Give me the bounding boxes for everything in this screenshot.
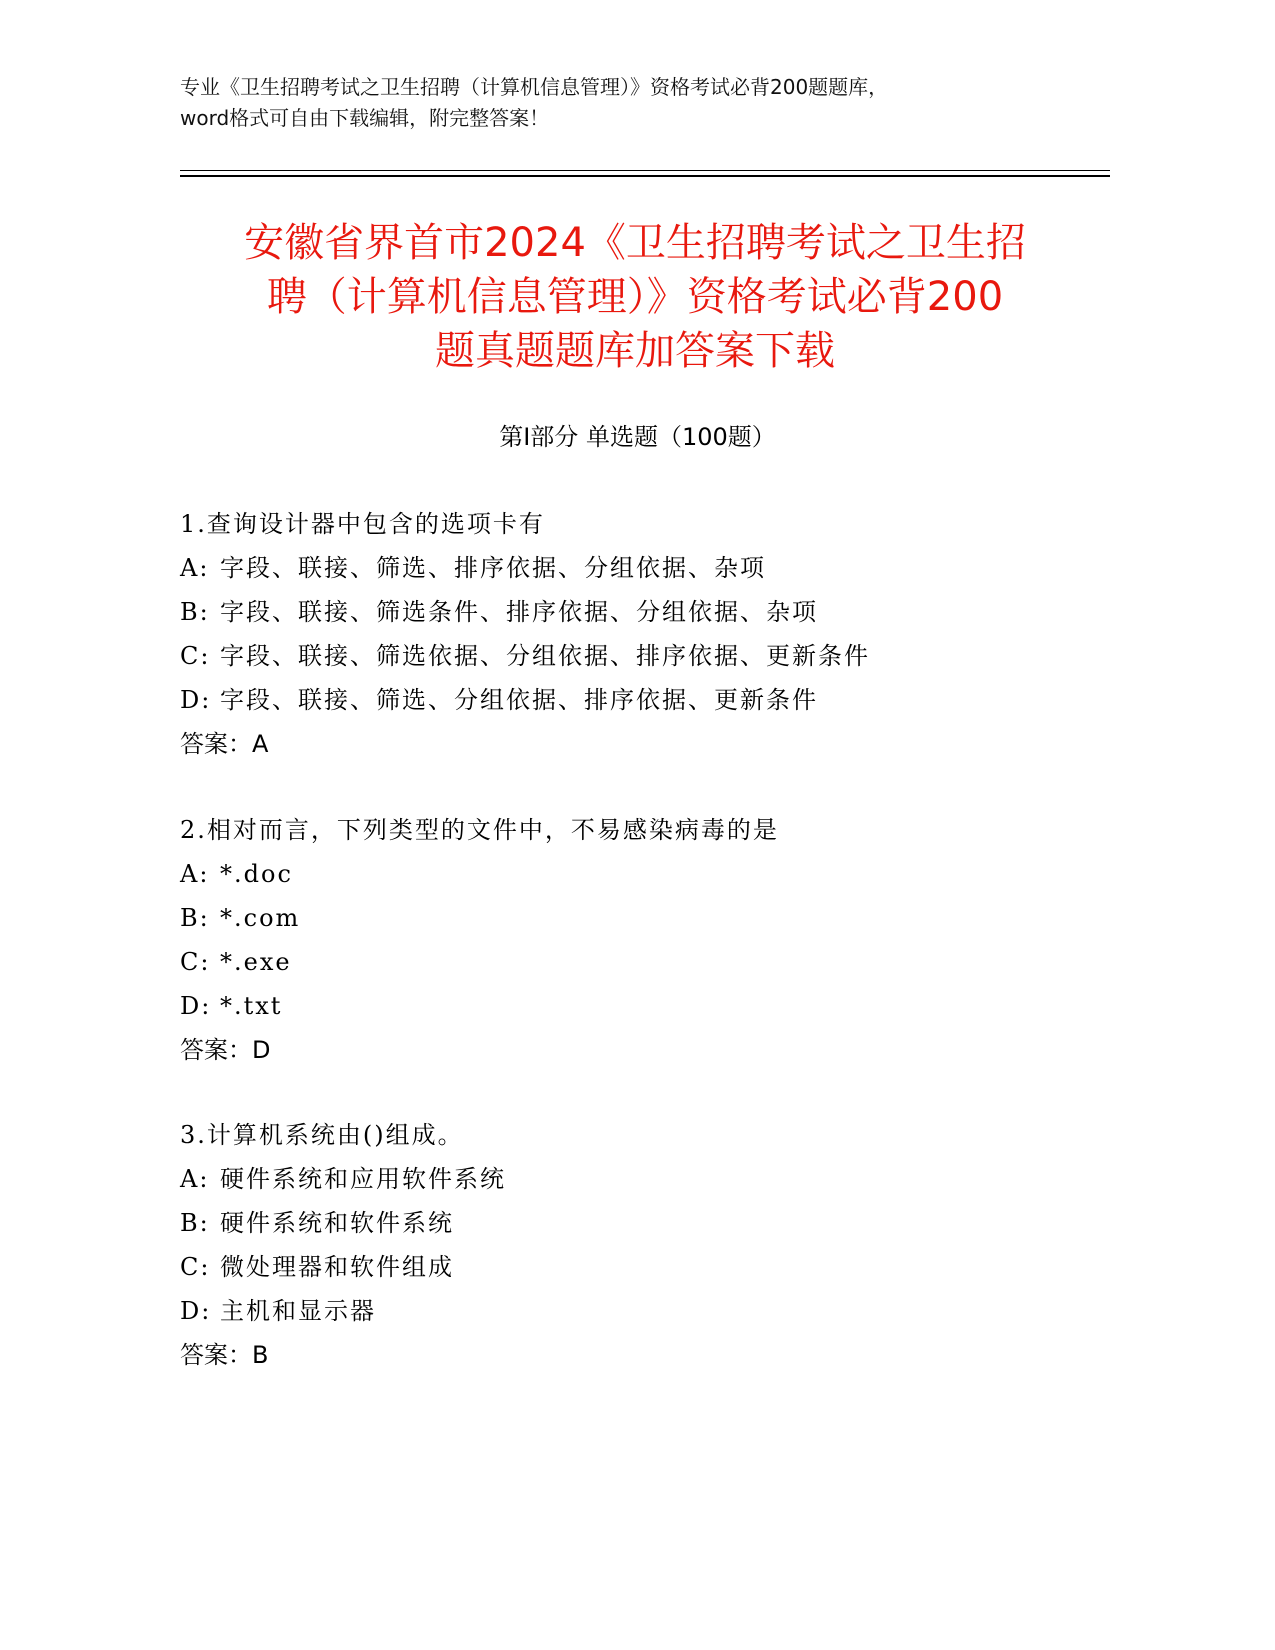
option-key: C: — [180, 1253, 211, 1281]
option-text: 字段、联接、筛选、分组依据、排序依据、更新条件 — [220, 686, 818, 714]
option-a — [180, 852, 1110, 896]
option-key: A: — [180, 554, 210, 582]
option-text: *.exe — [220, 948, 292, 976]
option-d — [180, 984, 1110, 1028]
option-key: B: — [180, 1209, 210, 1237]
option-text: 字段、联接、筛选、排序依据、分组依据、杂项 — [220, 554, 766, 582]
option-text: 硬件系统和软件系统 — [220, 1209, 454, 1237]
option-text: *.txt — [220, 992, 283, 1020]
option-key: C: — [180, 642, 211, 670]
header-note-line-1: 专业《卫生招聘考试之卫生招聘（计算机信息管理）》资格考试必背200题题库， — [180, 75, 889, 99]
option-key: B: — [180, 904, 210, 932]
section-heading: 第Ⅰ部分 单选题（100题） — [499, 423, 776, 451]
option-text: 硬件系统和应用软件系统 — [220, 1165, 506, 1193]
option-c — [180, 1245, 1110, 1289]
answer-line: 答案：B — [180, 1341, 269, 1369]
option-key: A: — [180, 1165, 210, 1193]
option-text: *.doc — [220, 860, 293, 888]
answer-line: 答案：A — [180, 730, 269, 758]
option-d — [180, 678, 1110, 722]
document-title-line-3: 题真题题库加答案下载 — [435, 328, 835, 374]
header-divider-thin — [180, 170, 1110, 171]
header-divider-thick — [180, 175, 1110, 177]
option-key: C: — [180, 948, 211, 976]
option-key: A: — [180, 860, 210, 888]
document-title-line-1: 安徽省界首市2024《卫生招聘考试之卫生招 — [244, 220, 1026, 266]
option-d — [180, 1289, 1110, 1333]
option-b — [180, 1201, 1110, 1245]
option-b — [180, 590, 1110, 634]
header-note-line-2: word格式可自由下载编辑，附完整答案！ — [180, 106, 550, 130]
option-c — [180, 940, 1110, 984]
header-note — [180, 72, 1110, 134]
option-c — [180, 634, 1110, 678]
question-stem: 3.计算机系统由()组成。 — [180, 1121, 464, 1149]
option-text: 字段、联接、筛选依据、分组依据、排序依据、更新条件 — [220, 642, 870, 670]
option-b — [180, 896, 1110, 940]
option-text: 主机和显示器 — [220, 1297, 376, 1325]
answer-line: 答案：D — [180, 1036, 271, 1064]
option-text: *.com — [220, 904, 301, 932]
option-a — [180, 546, 1110, 590]
document-title-line-2: 聘（计算机信息管理）》资格考试必背200 — [266, 274, 1004, 320]
option-text: 微处理器和软件组成 — [220, 1253, 454, 1281]
option-a — [180, 1157, 1110, 1201]
option-key: D: — [180, 686, 212, 714]
document-title — [160, 216, 1110, 378]
question-block — [180, 808, 1110, 1072]
option-key: D: — [180, 1297, 212, 1325]
option-key: D: — [180, 992, 212, 1020]
option-text: 字段、联接、筛选条件、排序依据、分组依据、杂项 — [220, 598, 818, 626]
question-stem: 1.查询设计器中包含的选项卡有 — [180, 510, 545, 538]
option-key: B: — [180, 598, 210, 626]
question-stem: 2.相对而言，下列类型的文件中，不易感染病毒的是 — [180, 816, 779, 844]
question-block — [180, 502, 1110, 766]
question-block — [180, 1113, 1110, 1377]
